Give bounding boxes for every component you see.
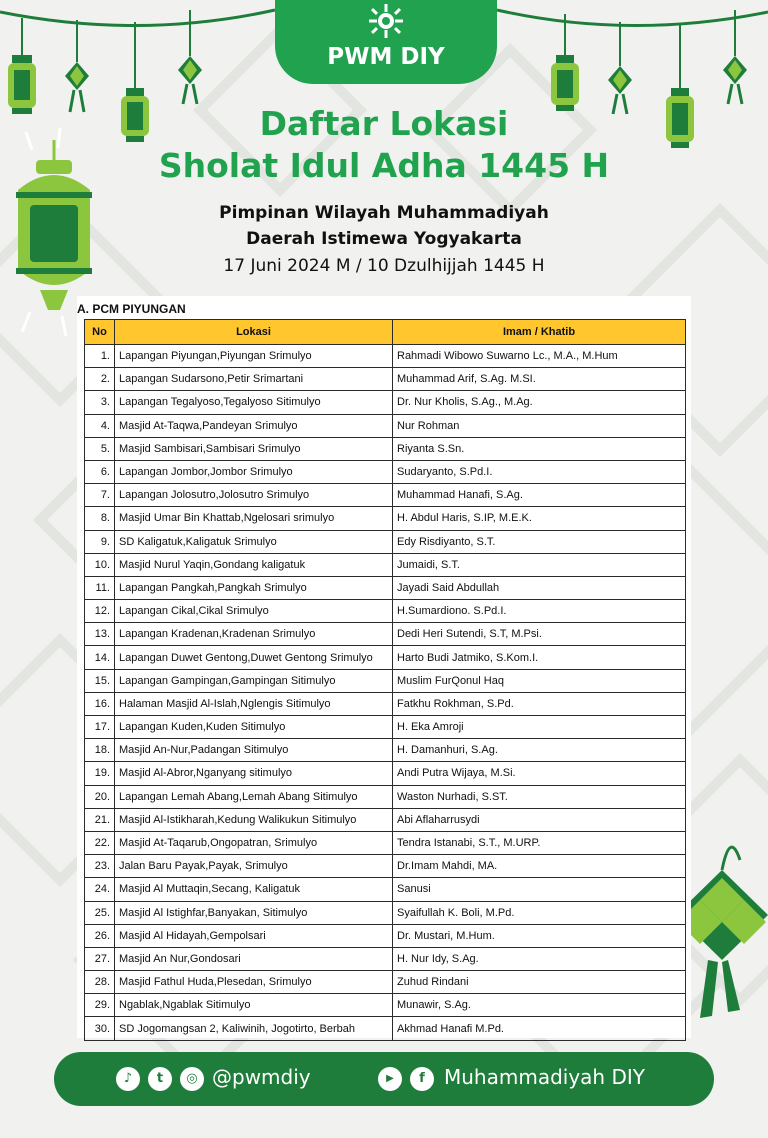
- row-location: SD Jogomangsan 2, Kaliwinih, Jogotirto, Berbah: [115, 1017, 393, 1040]
- row-number: 9.: [85, 530, 115, 553]
- row-location: Masjid Nurul Yaqin,Gondang kaligatuk: [115, 553, 393, 576]
- table-row: [85, 924, 686, 947]
- row-imam: Muhammad Arif, S.Ag. M.SI.: [393, 368, 686, 391]
- row-location: Lapangan Jombor,Jombor Srimulyo: [115, 460, 393, 483]
- column-header-no: No: [85, 320, 115, 345]
- row-number: 16.: [85, 692, 115, 715]
- social-footer: [54, 1052, 714, 1106]
- row-imam: Dr. Nur Kholis, S.Ag., M.Ag.: [393, 391, 686, 414]
- location-sheet: [77, 296, 691, 1038]
- row-imam: Muhammad Hanafi, S.Ag.: [393, 484, 686, 507]
- table-row: [85, 831, 686, 854]
- row-location: Lapangan Lemah Abang,Lemah Abang Sitimulyo: [115, 785, 393, 808]
- table-row: [85, 739, 686, 762]
- row-number: 3.: [85, 391, 115, 414]
- row-imam: H. Eka Amroji: [393, 716, 686, 739]
- column-header-lokasi: Lokasi: [115, 320, 393, 345]
- row-imam: Munawir, S.Ag.: [393, 994, 686, 1017]
- row-imam: Riyanta S.Sn.: [393, 437, 686, 460]
- table-row: [85, 437, 686, 460]
- row-imam: Sanusi: [393, 878, 686, 901]
- organization-line-2: Daerah Istimewa Yogyakarta: [246, 229, 522, 249]
- row-number: 19.: [85, 762, 115, 785]
- row-location: Masjid An Nur,Gondosari: [115, 947, 393, 970]
- row-imam: Waston Nurhadi, S.ST.: [393, 785, 686, 808]
- row-number: 24.: [85, 878, 115, 901]
- row-location: Ngablak,Ngablak Sitimulyo: [115, 994, 393, 1017]
- table-row: [85, 716, 686, 739]
- table-row: [85, 994, 686, 1017]
- row-location: Halaman Masjid Al-Islah,Nglengis Sitimulyo: [115, 692, 393, 715]
- row-location: Masjid Al-Istikharah,Kedung Walikukun Sitimulyo: [115, 808, 393, 831]
- row-imam: Jayadi Said Abdullah: [393, 576, 686, 599]
- facebook-icon[interactable]: f: [410, 1067, 434, 1091]
- table-row: [85, 947, 686, 970]
- page-subtitle: Sholat Idul Adha 1445 H: [158, 146, 610, 185]
- row-number: 22.: [85, 831, 115, 854]
- table-row: [85, 808, 686, 831]
- column-header-imam: Imam / Khatib: [393, 320, 686, 345]
- row-imam: Abi Aflaharrusydi: [393, 808, 686, 831]
- row-imam: Dr. Mustari, M.Hum.: [393, 924, 686, 947]
- row-imam: Muslim FurQonul Haq: [393, 669, 686, 692]
- row-imam: H. Nur Idy, S.Ag.: [393, 947, 686, 970]
- twitter-icon[interactable]: t: [148, 1067, 172, 1091]
- table-row: [85, 391, 686, 414]
- row-imam: Andi Putra Wijaya, M.Si.: [393, 762, 686, 785]
- row-location: Lapangan Cikal,Cikal Srimulyo: [115, 600, 393, 623]
- row-number: 15.: [85, 669, 115, 692]
- table-row: [85, 553, 686, 576]
- row-location: Lapangan Sudarsono,Petir Srimartani: [115, 368, 393, 391]
- row-location: Lapangan Gampingan,Gampingan Sitimulyo: [115, 669, 393, 692]
- row-location: Masjid At-Taqarub,Ongopatran, Srimulyo: [115, 831, 393, 854]
- row-number: 11.: [85, 576, 115, 599]
- row-imam: Edy Risdiyanto, S.T.: [393, 530, 686, 553]
- row-imam: Tendra Istanabi, S.T., M.URP.: [393, 831, 686, 854]
- row-imam: Fatkhu Rokhman, S.Pd.: [393, 692, 686, 715]
- row-number: 4.: [85, 414, 115, 437]
- row-location: Lapangan Duwet Gentong,Duwet Gentong Srimulyo: [115, 646, 393, 669]
- youtube-icon[interactable]: ▶: [378, 1067, 402, 1091]
- row-number: 21.: [85, 808, 115, 831]
- row-number: 8.: [85, 507, 115, 530]
- table-row: [85, 878, 686, 901]
- row-imam: Dr.Imam Mahdi, MA.: [393, 855, 686, 878]
- page-title: Daftar Lokasi: [259, 104, 509, 143]
- table-row: [85, 901, 686, 924]
- row-location: Masjid An-Nur,Padangan Sitimulyo: [115, 739, 393, 762]
- row-location: Lapangan Kradenan,Kradenan Srimulyo: [115, 623, 393, 646]
- row-location: Masjid Sambisari,Sambisari Srimulyo: [115, 437, 393, 460]
- table-row: [85, 669, 686, 692]
- row-imam: Nur Rohman: [393, 414, 686, 437]
- row-number: 28.: [85, 971, 115, 994]
- table-row: [85, 646, 686, 669]
- row-imam: H. Abdul Haris, S.IP, M.E.K.: [393, 507, 686, 530]
- row-location: Masjid Al Istighfar,Banyakan, Sitimulyo: [115, 901, 393, 924]
- row-imam: H.Sumardiono. S.Pd.I.: [393, 600, 686, 623]
- row-number: 5.: [85, 437, 115, 460]
- row-location: Masjid Al Hidayah,Gempolsari: [115, 924, 393, 947]
- table-row: [85, 507, 686, 530]
- table-row: [85, 414, 686, 437]
- table-header-row: [85, 320, 686, 345]
- row-location: Lapangan Tegalyoso,Tegalyoso Sitimulyo: [115, 391, 393, 414]
- row-number: 18.: [85, 739, 115, 762]
- row-number: 23.: [85, 855, 115, 878]
- row-location: Lapangan Piyungan,Piyungan Srimulyo: [115, 345, 393, 368]
- table-row: [85, 1017, 686, 1040]
- row-location: Jalan Baru Payak,Payak, Srimulyo: [115, 855, 393, 878]
- table-row: [85, 855, 686, 878]
- section-heading: A. PCM PIYUNGAN: [77, 302, 186, 316]
- table-row: [85, 762, 686, 785]
- row-imam: Sudaryanto, S.Pd.I.: [393, 460, 686, 483]
- row-number: 14.: [85, 646, 115, 669]
- row-number: 2.: [85, 368, 115, 391]
- row-number: 1.: [85, 345, 115, 368]
- row-number: 30.: [85, 1017, 115, 1040]
- row-number: 29.: [85, 994, 115, 1017]
- social-handle[interactable]: @pwmdiy: [212, 1065, 311, 1089]
- badge-label: PWM DIY: [327, 44, 445, 70]
- table-row: [85, 692, 686, 715]
- row-location: Lapangan Pangkah,Pangkah Srimulyo: [115, 576, 393, 599]
- table-row: [85, 530, 686, 553]
- row-number: 27.: [85, 947, 115, 970]
- row-imam: Rahmadi Wibowo Suwarno Lc., M.A., M.Hum: [393, 345, 686, 368]
- row-imam: Akhmad Hanafi M.Pd.: [393, 1017, 686, 1040]
- table-row: [85, 971, 686, 994]
- row-location: Masjid Al Muttaqin,Secang, Kaligatuk: [115, 878, 393, 901]
- table-row: [85, 368, 686, 391]
- table-row: [85, 785, 686, 808]
- row-location: Masjid Umar Bin Khattab,Ngelosari srimulyo: [115, 507, 393, 530]
- table-row: [85, 623, 686, 646]
- row-location: Masjid Fathul Huda,Plesedan, Srimulyo: [115, 971, 393, 994]
- row-imam: Harto Budi Jatmiko, S.Kom.I.: [393, 646, 686, 669]
- row-location: Lapangan Jolosutro,Jolosutro Srimulyo: [115, 484, 393, 507]
- row-number: 10.: [85, 553, 115, 576]
- row-imam: Jumaidi, S.T.: [393, 553, 686, 576]
- location-table: [84, 319, 686, 1041]
- row-number: 20.: [85, 785, 115, 808]
- row-imam: Zuhud Rindani: [393, 971, 686, 994]
- row-number: 13.: [85, 623, 115, 646]
- row-imam: Syaifullah K. Boli, M.Pd.: [393, 901, 686, 924]
- row-imam: Dedi Heri Sutendi, S.T, M.Psi.: [393, 623, 686, 646]
- instagram-icon[interactable]: ◎: [180, 1067, 204, 1091]
- table-row: [85, 484, 686, 507]
- row-number: 6.: [85, 460, 115, 483]
- row-number: 12.: [85, 600, 115, 623]
- row-location: SD Kaligatuk,Kaligatuk Srimulyo: [115, 530, 393, 553]
- organization-line-1: Pimpinan Wilayah Muhammadiyah: [219, 203, 549, 223]
- row-number: 7.: [85, 484, 115, 507]
- row-imam: H. Damanhuri, S.Ag.: [393, 739, 686, 762]
- row-location: Masjid Al-Abror,Nganyang sitimulyo: [115, 762, 393, 785]
- muhammadiyah-logo-icon: [367, 2, 405, 40]
- row-number: 26.: [85, 924, 115, 947]
- tiktok-icon[interactable]: ♪: [116, 1067, 140, 1091]
- row-number: 25.: [85, 901, 115, 924]
- row-number: 17.: [85, 716, 115, 739]
- row-location: Masjid At-Taqwa,Pandeyan Srimulyo: [115, 414, 393, 437]
- header-badge: [275, 0, 497, 84]
- table-row: [85, 600, 686, 623]
- table-row: [85, 345, 686, 368]
- row-location: Lapangan Kuden,Kuden Sitimulyo: [115, 716, 393, 739]
- facebook-page[interactable]: Muhammadiyah DIY: [444, 1065, 645, 1089]
- event-date: 17 Juni 2024 M / 10 Dzulhijjah 1445 H: [223, 256, 545, 276]
- table-row: [85, 576, 686, 599]
- table-row: [85, 460, 686, 483]
